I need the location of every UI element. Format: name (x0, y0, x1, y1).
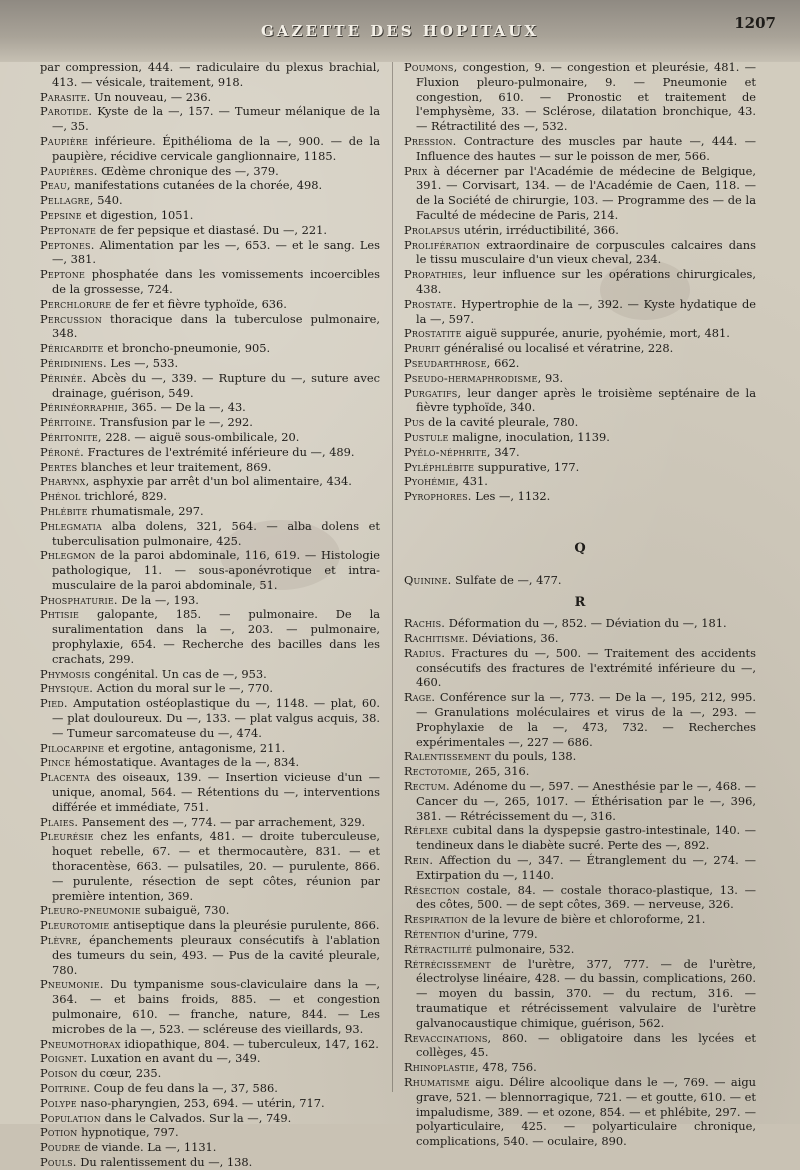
index-entry (404, 238, 756, 268)
index-entry (40, 607, 380, 666)
index-entry (40, 208, 380, 223)
index-entry-text: leur danger après le troisième septénaire de la fièvre typhoïde, 340. (416, 385, 756, 415)
index-entry (404, 957, 756, 1031)
index-entry (40, 548, 380, 592)
index-entry-term: Phosphaturie. (40, 592, 118, 607)
index-entry-term: Prolapsus (404, 222, 461, 237)
index-entry (404, 297, 756, 327)
index-entry (404, 942, 756, 957)
index-entry-term: Potion (40, 1125, 78, 1140)
index-entry (404, 460, 756, 475)
index-entry-term: Pyélo-néphrite, (404, 444, 491, 459)
index-entry (404, 371, 756, 386)
index-entry-term: Rétractilité (404, 941, 473, 956)
index-entry-text: 540. (97, 193, 123, 208)
index-entry (40, 696, 380, 740)
index-entry (40, 593, 380, 608)
index-entry-text: Du tympanisme sous-claviculaire dans la —, 364. — et bains froids, 885. — et congestion pulmonaire, 610. — franche, nature, 844. — Les microbes de la —, 523. — scléreuse des vieillards, 93. (52, 977, 381, 1036)
index-entry-term: Pince (40, 755, 71, 770)
index-entry-text: subaiguë, 730. (144, 903, 230, 918)
index-entry (40, 267, 380, 297)
index-entry-text: costale, 84. — costale thoraco-plastique, 13. — des côtes, 500. — de sept côtes, 369. — nerveuse, 326. (416, 882, 756, 912)
index-entry-text: rhumatismale, 297. (91, 503, 204, 518)
index-entry-term: Percussion (40, 311, 102, 326)
index-entry-term: Phlegmon (40, 548, 96, 563)
index-entry-term: Rachis. (404, 616, 446, 631)
index-entry-text: Déviations, 36. (472, 631, 559, 646)
index-entry-text: de la paroi abdominale, 116, 619. — Histologie pathologique, 11. — sous-aponévrotique et intra-musculaire de la paroi abdominale, 51. (52, 548, 380, 592)
index-entry (404, 690, 756, 749)
index-entry (40, 134, 380, 164)
index-entry (40, 504, 380, 519)
index-entry-text: 478, 756. (482, 1060, 537, 1075)
index-entry-term: Population (40, 1110, 101, 1125)
index-entry-term: Pneumothorax (40, 1036, 121, 1051)
index-entry-text: Fractures du —, 500. — Traitement des accidents consécutifs des fractures de l'extrémité inférieure du —, 460. (416, 645, 756, 690)
index-entry-term: Périnée. (40, 370, 87, 385)
index-entry (40, 667, 380, 682)
index-entry-text: blanches et leur traitement, 869. (80, 459, 272, 474)
index-entry-term: Quinine. (404, 572, 452, 587)
index-entry (404, 223, 756, 238)
index-entry-text: Luxation en avant du —, 349. (90, 1051, 261, 1066)
index-entry (404, 134, 756, 164)
index-entry-text: de fer et fièvre typhoïde, 636. (114, 296, 287, 311)
index-entry (40, 1066, 380, 1081)
index-entry-text: idiopathique, 804. — tuberculeux, 147, 162. (124, 1036, 379, 1051)
index-entry-text: Amputation ostéoplastique du —, 1148. — plat, 60. — plat douloureux. Du —, 133. — plat valgus acquis, 38. — Tumeur sarcomateuse du —, 474. (52, 696, 381, 740)
index-entry (404, 341, 756, 356)
index-entry (404, 631, 756, 646)
index-entry-text: phosphatée dans les vomissements incoercibles de la grossesse, 724. (52, 267, 381, 296)
index-entry-term: Poumons, (404, 60, 458, 74)
index-entry (40, 815, 380, 830)
index-entry-text: Abcès du —, 339. — Rupture du —, suture avec drainage, guérison, 549. (52, 370, 380, 400)
index-entry-text: Fractures de l'extrémité inférieure du —, 489. (87, 444, 355, 459)
section-letter-r: R (574, 594, 586, 610)
index-section-r (404, 616, 756, 1149)
index-entry-text: aigu. Délire alcoolique dans le —, 769. — aigu grave, 521. — blennorragique, 721. — et goutte, 610. — et impaludisme, 389. — et ozone, 854. — et phlébite, 297. — polyarticulaire, 425. — polyarticulaire chronique, complications, 540. — oculaire, 890. (416, 1075, 756, 1149)
index-entry (40, 1081, 380, 1096)
index-entry (40, 1140, 380, 1155)
index-entry-term: Rectotomie, (404, 764, 472, 779)
index-entry-text: et broncho-pneumonie, 905. (107, 341, 271, 356)
index-entry (40, 1125, 380, 1140)
index-entry-term: Rhumatisme (404, 1075, 470, 1089)
index-entry-term: Peptones. (40, 237, 95, 252)
index-entry (404, 646, 756, 690)
index-entry (404, 164, 756, 223)
index-entry-term: Peptone (40, 267, 86, 282)
index-entry-term: Pouls. (40, 1154, 77, 1169)
index-entry-term: Purgatifs, (404, 385, 462, 400)
index-entry-term: Pertes (40, 459, 78, 474)
index-entry-term: Paupière (40, 133, 89, 148)
index-entry-text: du cœur, 235. (81, 1066, 162, 1081)
index-entry (404, 326, 756, 341)
index-entry-text: hémostatique. Avantages de la —, 834. (74, 755, 300, 770)
index-entry-text: Adénome du —, 597. — Anesthésie par le —, 468. — Cancer du —, 265, 1017. — Éthérisation par le —, 396, 381. — Rétrécissement du —, 316. (416, 779, 756, 823)
index-entry-text: dans le Calvados. Sur la —, 749. (104, 1110, 292, 1125)
index-entry (404, 445, 756, 460)
index-entry-text: 228. — aiguë sous-ombilicale, 20. (105, 429, 300, 444)
index-entry-term: Pression. (404, 133, 457, 148)
index-entry-text: antiseptique dans la pleurésie purulente, 866. (113, 918, 380, 933)
index-entry (40, 519, 380, 549)
index-entry (40, 312, 380, 342)
index-entry-term: Prostate. (404, 296, 457, 311)
index-entry-term: Phlegmatia (40, 518, 102, 533)
index-entry (40, 445, 380, 460)
index-entry-term: Poison (40, 1066, 78, 1081)
index-entry-term: Peau, (40, 178, 71, 193)
index-entry-term: Prix (404, 163, 428, 178)
index-entry-term: Paupières. (40, 163, 98, 178)
page-header (0, 0, 800, 62)
column-divider (392, 62, 393, 1092)
index-entry (40, 238, 380, 268)
index-entry (404, 415, 756, 430)
index-entry-term: Prolifération (404, 237, 481, 252)
index-entry-term: Propathies, (404, 267, 467, 282)
index-entry (40, 371, 380, 401)
index-entry-term: Prostatite (404, 326, 462, 341)
index-entry-term: Phénol (40, 489, 81, 504)
index-entry (404, 616, 756, 631)
index-entry (404, 430, 756, 445)
index-entry-term: Pleurésie (40, 829, 94, 844)
section-spacer (404, 563, 756, 573)
section-spacer (404, 504, 756, 534)
index-entry-text: Alimentation par les —, 653. — et le sang. Les —, 381. (52, 237, 380, 267)
index-entry-term: Péritonite, (40, 429, 102, 444)
index-entry-text: alba dolens, 321, 564. — alba dolens et tuberculisation pulmonaire, 425. (52, 518, 380, 548)
section-letter-q: Q (574, 540, 586, 556)
index-entry-text: hypnotique, 797. (81, 1125, 179, 1140)
index-entry-text: 662. (494, 355, 520, 370)
index-entry-text: extraordinaire de corpuscules calcaires dans le tissu musculaire d'un vieux cheval, 234. (416, 237, 756, 267)
index-entry (40, 460, 380, 475)
index-entry (404, 267, 756, 297)
index-entry (404, 60, 756, 134)
index-entry (40, 400, 380, 415)
index-entry-term: Pyléphlébite (404, 459, 475, 474)
index-entry-text: trichloré, 829. (84, 489, 167, 504)
index-entry-term: Pellagre, (40, 193, 94, 208)
index-entry-text: de la levure de bière et chloroforme, 21. (471, 912, 706, 927)
index-entry (404, 386, 756, 416)
index-entry-text: Hypertrophie de la —, 392. — Kyste hydatique de la —, 597. (416, 296, 756, 326)
index-entry-term: Phtisie (40, 607, 80, 622)
index-entry (404, 927, 756, 942)
page-number: 1207 (734, 14, 776, 32)
index-entry (40, 1096, 380, 1111)
index-entry-term: Prurit (404, 341, 441, 356)
index-entry-text: suppurative, 177. (477, 459, 580, 474)
index-entry-text: 365. — De la —, 43. (131, 400, 246, 415)
index-entry-text: des oiseaux, 139. — Insertion vicieuse d'un — unique, anomal, 564. — Rétentions du —, interventions différée et immédiate, 751. (52, 770, 381, 814)
index-entry-term: Plaies. (40, 814, 79, 829)
index-entry-text: de viande. La —, 1131. (84, 1140, 217, 1155)
index-entry (404, 489, 756, 504)
index-entry (404, 749, 756, 764)
index-entry-term: Pseudarthrose, (404, 355, 491, 370)
index-entry-text: d'urine, 779. (464, 927, 538, 942)
index-entry-term: Pepsine (40, 207, 82, 222)
index-entry-text: congestion, 9. — congestion et pleurésie, 481. — Fluxion pleuro-pulmonaire, 9. — Pneumonie et congestion, 610. — Pronostic et traitement de l'emphysème, 33. — Sclérose, dilatation bronchique, 43. — Rétractilité des —, 532. (416, 60, 756, 134)
index-entry (40, 918, 380, 933)
index-entry (40, 1051, 380, 1066)
index-entry-text: du pouls, 138. (494, 749, 577, 764)
index-entry (404, 823, 756, 853)
index-entry-term: Péroné. (40, 444, 84, 459)
index-entry (40, 681, 380, 696)
index-entry-term: Revaccinations, (404, 1030, 492, 1045)
index-entry (404, 573, 756, 588)
index-entry-text: Coup de feu dans la —, 37, 586. (93, 1080, 278, 1095)
index-entry-text: et ergotine, antagonisme, 211. (107, 740, 286, 755)
index-entry-term: Rétrécissement (404, 956, 491, 971)
index-entry (40, 104, 380, 134)
index-entry-text: 860. — obligatoire dans les lycées et collèges, 45. (416, 1030, 757, 1060)
index-entry (40, 193, 380, 208)
index-entry-text: Transfusion par le —, 292. (99, 415, 253, 430)
index-entry-text: Pansement des —, 774. — par arrachement, 329. (81, 814, 366, 829)
index-entry-text: Contracture des muscles par haute —, 444. — Influence des hautes — sur le poisson de mer, 566. (416, 133, 756, 163)
index-column-right (404, 60, 757, 1149)
index-entry-term: Rhinoplastie, (404, 1060, 479, 1075)
index-column-left (40, 60, 381, 1169)
index-entry-text: galopante, 185. — pulmonaire. De la suralimentation dans la —, 203. — pulmonaire, prophylaxie, 654. — Recherche des bacilles dans les crachats, 299. (52, 607, 380, 666)
index-entry-term: Pilocarpine (40, 740, 105, 755)
journal-title: GAZETTE DES HOPITAUX (260, 22, 539, 40)
index-entry-text: 265, 316. (474, 764, 530, 779)
index-entry (40, 430, 380, 445)
index-entry (40, 90, 380, 105)
index-entry-term: Polype (40, 1095, 77, 1110)
index-entry (40, 977, 380, 1036)
index-entry-text: Action du moral sur le —, 770. (96, 681, 274, 696)
index-entry-text: Kyste de la —, 157. — Tumeur mélanique de la —, 35. (52, 104, 380, 134)
index-entry (40, 1037, 380, 1052)
index-entry (404, 356, 756, 371)
index-entry-term: Perchlorure (40, 296, 112, 311)
index-entry-term: Peptonate (40, 222, 97, 237)
index-entry-term: Pneumonie. (40, 977, 104, 992)
index-entry (404, 1031, 756, 1061)
index-entry (40, 741, 380, 756)
index-entry-text: asphyxie par arrêt d'un bol alimentaire, 434. (93, 474, 352, 489)
index-entry-text: épanchements pleuraux consécutifs à l'ablation des tumeurs du sein, 493. — Pus de la cavité pleurale, 780. (52, 933, 381, 977)
index-entry-text: Conférence sur la —, 773. — De la —, 195, 212, 995. — Granulations moléculaires et virus de la —, 293. — Prophylaxie de la —, 473, 732. — Recherches expérimentales —, 227 — 686. (416, 690, 756, 749)
index-entry-text: généralisé ou localisé et vératrine, 228. (443, 341, 674, 356)
index-entry-term: Pyrophores. (404, 489, 472, 504)
index-entry-term: Pied. (40, 696, 68, 711)
index-section-p-continued (404, 60, 756, 504)
index-entry-text: leur influence sur les opérations chirurgicales, 438. (416, 267, 756, 296)
index-entry (40, 297, 380, 312)
index-entry-text: de la cavité pleurale, 780. (428, 415, 579, 430)
index-entry (40, 755, 380, 770)
index-entry-term: Parotide. (40, 104, 93, 119)
index-entry-text: Œdème chronique des —, 379. (101, 163, 279, 178)
index-entry (40, 415, 380, 430)
index-entry-term: Péritoine. (40, 415, 97, 430)
index-entry-term: Respiration (404, 912, 469, 927)
index-entry-term: Pleuro-pneumonie (40, 903, 141, 918)
index-entry (40, 829, 380, 903)
index-entry (40, 1111, 380, 1126)
index-entry-term: Placenta (40, 770, 90, 785)
index-entry (404, 1075, 756, 1149)
index-entry (404, 1060, 756, 1075)
index-entry-term: Réflexe (404, 823, 449, 838)
index-entry (404, 883, 756, 913)
index-entry-term: Poignet. (40, 1051, 88, 1066)
index-entry-term: Phymosis (40, 666, 91, 681)
index-entry (404, 853, 756, 883)
index-entry (40, 489, 380, 504)
index-entry-text: et digestion, 1051. (85, 207, 194, 222)
index-entry-term: Péricardite (40, 341, 104, 356)
index-entry-text: Un nouveau, — 236. (94, 89, 212, 104)
index-entry-term: Rétention (404, 927, 461, 942)
index-entry-term: Rachitisme. (404, 631, 469, 646)
index-entry-text: de fer pepsique et diastasé. Du —, 221. (99, 222, 328, 237)
index-entry-term: Rein. (404, 853, 434, 868)
index-entry-term: Ralentissement (404, 749, 491, 764)
index-entry-term: Pharynx, (40, 474, 90, 489)
index-entry (404, 912, 756, 927)
index-entry (40, 1155, 380, 1170)
index-entry-text: manifestations cutanées de la chorée, 498. (74, 178, 323, 193)
index-entry-text: maligne, inoculation, 1139. (452, 429, 610, 444)
index-entry-text: thoracique dans la tuberculose pulmonaire, 348. (52, 311, 381, 341)
index-entry-term: Pustule (404, 429, 449, 444)
index-entry-text: à décerner par l'Académie de médecine de Belgique, 391. — Corvisart, 134. — de l'Académie de Caen, 118. — de la Société de chirurgie, 103. — Programme des — de la Faculté de médecine de Paris, 214. (416, 163, 757, 222)
index-entry-text: 93. (545, 370, 564, 385)
index-entry-text: Déformation du —, 852. — Déviation du —, 181. (448, 616, 727, 631)
index-entry-text: de l'urètre, 377, 777. — de l'urètre, électrolyse linéaire, 428. — du bassin, complications, 260. — moyen du bassin, 370. — du rectum, 316. — traumatique et rétrécissement valvulaire de l'urètre galvanocaustique chimique, guérison, 562. (416, 956, 757, 1030)
index-entry-text: aiguë suppurée, anurie, pyohémie, mort, 481. (465, 326, 730, 341)
index-entry (404, 779, 756, 823)
index-entry (40, 474, 380, 489)
index-entry-term: Parasite. (40, 89, 91, 104)
index-entry-term: Pyohémie, (404, 474, 459, 489)
index-entry-text: 431. (462, 474, 488, 489)
index-entry (40, 356, 380, 371)
index-entry-text: chez les enfants, 481. — droite tuberculeuse, hoquet rebelle, 67. — et thermocautère, 831. — et thoracentèse, 663. — pulsatiles, 20. — purulente, 866. — purulente, résection de sept côtes, réunion par première intention, 369. (52, 829, 380, 903)
index-entry-text: pulmonaire, 532. (475, 941, 575, 956)
index-entry (40, 903, 380, 918)
index-entry-term: Rage. (404, 690, 436, 705)
index-entry-term: Pleurotomie (40, 918, 110, 933)
index-entry (40, 933, 380, 977)
index-entry (404, 474, 756, 489)
index-section-q (404, 573, 756, 588)
index-entry-term: Péridiniens. (40, 355, 107, 370)
index-entry-text: Les —, 533. (110, 355, 179, 370)
index-entry (40, 60, 380, 90)
index-entry-term: Phlébite (40, 503, 88, 518)
index-entry-text: inférieure. Épithélioma de la —, 900. — de la paupière, récidive cervicale ganglionnaire, 1185. (52, 133, 380, 163)
index-entry-text: Du ralentissement du —, 138. (80, 1154, 253, 1169)
index-entry-term: Physique. (40, 681, 94, 696)
index-entry-text: cubital dans la dyspepsie gastro-intestinale, 140. — tendineux dans le diabète sucré. Perte des —, 892. (416, 823, 756, 853)
index-entry (40, 341, 380, 356)
index-entry-term: Périnéorraphie, (40, 400, 128, 415)
index-entry-text: De la —, 193. (121, 592, 199, 607)
index-entry-text: naso-pharyngien, 253, 694. — utérin, 717. (80, 1095, 325, 1110)
index-entry (40, 770, 380, 814)
index-entry-text: Les —, 1132. (475, 489, 551, 504)
index-entry-text: utérin, irréductibilité, 366. (463, 222, 619, 237)
index-entry-term: Pseudo-hermaphrodisme, (404, 370, 542, 385)
index-entry-text: congénital. Un cas de —, 953. (94, 666, 267, 681)
index-entry (404, 764, 756, 779)
index-entry (40, 164, 380, 179)
index-entry-term: Résection (404, 882, 460, 897)
index-entry-term: Pus (404, 415, 425, 430)
index-entry (40, 178, 380, 193)
index-entry-text: Sulfate de —, 477. (455, 572, 562, 587)
index-entry-term: Rectum. (404, 779, 450, 794)
index-entry-text: Affection du —, 347. — Étranglement du —, 274. — Extirpation du —, 1140. (416, 853, 757, 882)
index-entry-term: Plèvre, (40, 933, 82, 948)
index-entry-term: Radius. (404, 645, 446, 660)
index-entry-text: 347. (494, 444, 520, 459)
index-entry-text: par compression, 444. — radiculaire du plexus brachial, 413. — vésicale, traitement, 918. (40, 60, 380, 89)
index-entry-term: Poudre (40, 1140, 81, 1155)
index-entry (40, 223, 380, 238)
index-entry-term: Poitrine. (40, 1080, 91, 1095)
